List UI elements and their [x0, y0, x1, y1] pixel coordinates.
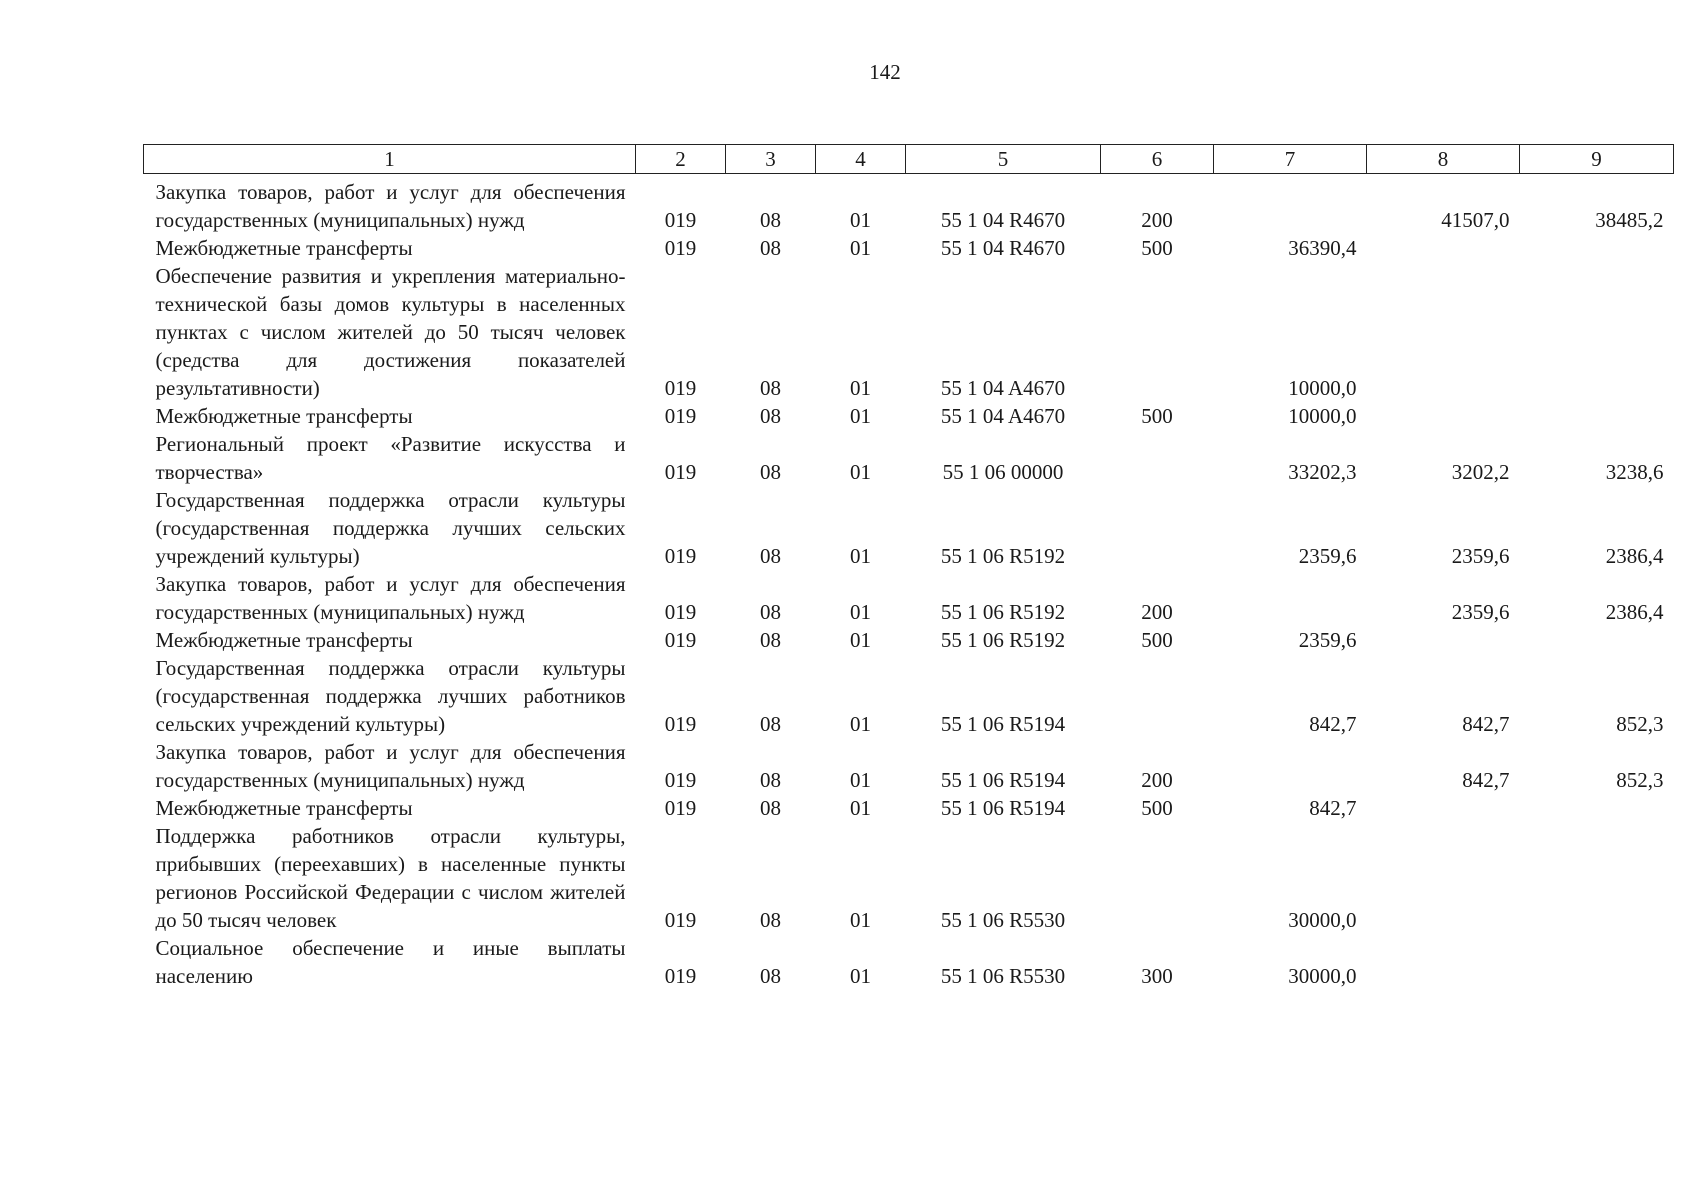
cell-col7	[1214, 738, 1367, 794]
cell-col8: 2359,6	[1451, 600, 1510, 624]
cell-col8: 842,7	[1462, 768, 1510, 792]
cell-col9	[1520, 234, 1674, 262]
cell-col3: 08	[760, 404, 781, 428]
cell-col6	[1101, 822, 1214, 934]
cell-col6: 200	[1141, 768, 1173, 792]
cell-col7	[1214, 570, 1367, 626]
cell-col8	[1367, 934, 1520, 990]
cell-col3: 08	[760, 208, 781, 232]
column-header: 5	[906, 145, 1101, 174]
cell-col5: 55 1 06 R5194	[940, 768, 1066, 792]
column-header: 2	[636, 145, 726, 174]
cell-col4: 01	[850, 908, 871, 932]
table-row	[144, 234, 1674, 262]
cell-col3: 08	[760, 712, 781, 736]
cell-col6: 500	[1141, 236, 1173, 260]
cell-col8: 842,7	[1462, 712, 1510, 736]
cell-col5: 55 1 06 R5194	[940, 712, 1066, 736]
cell-col5: 55 1 06 00000	[942, 460, 1064, 484]
cell-col8	[1367, 626, 1520, 654]
table-row	[144, 738, 1674, 794]
cell-col5: 55 1 04 R4670	[940, 208, 1066, 232]
cell-col9: 852,3	[1616, 768, 1664, 792]
cell-col2: 019	[664, 628, 697, 652]
table-row	[144, 262, 1674, 402]
cell-col6: 300	[1141, 964, 1173, 988]
cell-col9	[1520, 934, 1674, 990]
header-row	[144, 145, 1674, 174]
cell-col7: 2359,6	[1298, 628, 1357, 652]
cell-col8	[1367, 822, 1520, 934]
table-row	[144, 822, 1674, 934]
cell-col8: 3202,2	[1451, 460, 1510, 484]
cell-col4: 01	[850, 712, 871, 736]
cell-col2: 019	[664, 712, 697, 736]
cell-col2: 019	[664, 544, 697, 568]
row-name: Обеспечение развития и укрепления материально-технической базы домов культуры в населенных пунктах с числом жителей до 50 тысяч человек (средства для достижения показателей результативности)	[155, 264, 626, 400]
cell-col4: 01	[850, 796, 871, 820]
cell-col9	[1520, 626, 1674, 654]
cell-col2: 019	[664, 600, 697, 624]
cell-col7: 30000,0	[1288, 908, 1357, 932]
cell-col6: 500	[1141, 796, 1173, 820]
cell-col4: 01	[850, 460, 871, 484]
table-row	[144, 174, 1674, 235]
column-header: 1	[144, 145, 636, 174]
cell-col3: 08	[760, 628, 781, 652]
cell-col7: 30000,0	[1288, 964, 1357, 988]
row-name: Государственная поддержка отрасли культуры (государственная поддержка лучших сельских учреждений культуры)	[155, 488, 626, 568]
cell-col4: 01	[850, 404, 871, 428]
budget-table	[143, 144, 1674, 990]
cell-col9	[1520, 402, 1674, 430]
cell-col8	[1367, 794, 1520, 822]
table-row	[144, 626, 1674, 654]
cell-col9: 38485,2	[1595, 208, 1664, 232]
cell-col4: 01	[850, 236, 871, 260]
cell-col2: 019	[664, 796, 697, 820]
cell-col6	[1101, 430, 1214, 486]
table-row	[144, 402, 1674, 430]
cell-col5: 55 1 06 R5192	[940, 628, 1066, 652]
cell-col6	[1101, 654, 1214, 738]
cell-col5: 55 1 06 R5192	[940, 544, 1066, 568]
row-name: Межбюджетные трансферты	[155, 796, 413, 820]
cell-col4: 01	[850, 208, 871, 232]
cell-col8	[1367, 262, 1520, 402]
page-number: 142	[869, 60, 901, 84]
row-name: Поддержка работников отрасли культуры, прибывших (переехавших) в населенные пункты регионов Российской Федерации с числом жителей до 50 тысяч человек	[155, 824, 626, 932]
cell-col7: 36390,4	[1288, 236, 1357, 260]
cell-col7: 33202,3	[1288, 460, 1357, 484]
cell-col2: 019	[664, 768, 697, 792]
cell-col9	[1520, 794, 1674, 822]
cell-col3: 08	[760, 964, 781, 988]
cell-col7: 2359,6	[1298, 544, 1357, 568]
cell-col3: 08	[760, 908, 781, 932]
column-header: 6	[1101, 145, 1214, 174]
cell-col3: 08	[760, 768, 781, 792]
cell-col7: 842,7	[1309, 712, 1357, 736]
cell-col5: 55 1 06 R5530	[940, 908, 1066, 932]
cell-col6: 500	[1141, 628, 1173, 652]
cell-col3: 08	[760, 600, 781, 624]
cell-col9	[1520, 262, 1674, 402]
row-name: Межбюджетные трансферты	[155, 628, 413, 652]
cell-col3: 08	[760, 796, 781, 820]
table-row	[144, 486, 1674, 570]
cell-col2: 019	[664, 404, 697, 428]
row-name: Социальное обеспечение и иные выплаты населению	[155, 936, 626, 988]
table-row	[144, 430, 1674, 486]
cell-col4: 01	[850, 628, 871, 652]
cell-col6: 500	[1141, 404, 1173, 428]
cell-col9: 3238,6	[1605, 460, 1664, 484]
cell-col5: 55 1 04 R4670	[940, 236, 1066, 260]
column-header: 9	[1520, 145, 1674, 174]
cell-col9: 2386,4	[1605, 600, 1664, 624]
cell-col5: 55 1 06 R5192	[940, 600, 1066, 624]
row-name: Межбюджетные трансферты	[155, 404, 413, 428]
table-row	[144, 570, 1674, 626]
cell-col9: 2386,4	[1605, 544, 1664, 568]
row-name: Государственная поддержка отрасли культуры (государственная поддержка лучших работников сельских учреждений культуры)	[155, 656, 626, 736]
row-name: Межбюджетные трансферты	[155, 236, 413, 260]
column-header: 4	[816, 145, 906, 174]
cell-col7: 10000,0	[1288, 404, 1357, 428]
cell-col7	[1214, 174, 1367, 235]
cell-col8	[1367, 402, 1520, 430]
cell-col4: 01	[850, 544, 871, 568]
cell-col7: 10000,0	[1288, 376, 1357, 400]
cell-col6: 200	[1141, 600, 1173, 624]
cell-col2: 019	[664, 236, 697, 260]
column-header: 8	[1367, 145, 1520, 174]
cell-col5: 55 1 04 A4670	[940, 404, 1066, 428]
cell-col9	[1520, 822, 1674, 934]
cell-col5: 55 1 04 A4670	[940, 376, 1066, 400]
cell-col8	[1367, 234, 1520, 262]
cell-col7: 842,7	[1309, 796, 1357, 820]
column-header: 7	[1214, 145, 1367, 174]
table-row	[144, 794, 1674, 822]
cell-col3: 08	[760, 236, 781, 260]
cell-col4: 01	[850, 964, 871, 988]
cell-col2: 019	[664, 208, 697, 232]
cell-col6	[1101, 262, 1214, 402]
cell-col2: 019	[664, 964, 697, 988]
table-row	[144, 654, 1674, 738]
cell-col5: 55 1 06 R5194	[940, 796, 1066, 820]
cell-col2: 019	[664, 460, 697, 484]
cell-col9: 852,3	[1616, 712, 1664, 736]
cell-col4: 01	[850, 376, 871, 400]
cell-col8: 41507,0	[1441, 208, 1510, 232]
column-header: 3	[726, 145, 816, 174]
cell-col5: 55 1 06 R5530	[940, 964, 1066, 988]
cell-col6: 200	[1141, 208, 1173, 232]
table-row	[144, 934, 1674, 990]
cell-col3: 08	[760, 544, 781, 568]
row-name: Региональный проект «Развитие искусства и творчества»	[155, 432, 626, 484]
cell-col3: 08	[760, 460, 781, 484]
row-name: Закупка товаров, работ и услуг для обеспечения государственных (муниципальных) нужд	[155, 180, 626, 232]
cell-col3: 08	[760, 376, 781, 400]
cell-col4: 01	[850, 768, 871, 792]
cell-col2: 019	[664, 376, 697, 400]
cell-col8: 2359,6	[1451, 544, 1510, 568]
cell-col6	[1101, 486, 1214, 570]
cell-col2: 019	[664, 908, 697, 932]
cell-col4: 01	[850, 600, 871, 624]
row-name: Закупка товаров, работ и услуг для обеспечения государственных (муниципальных) нужд	[155, 572, 626, 624]
row-name: Закупка товаров, работ и услуг для обеспечения государственных (муниципальных) нужд	[155, 740, 626, 792]
